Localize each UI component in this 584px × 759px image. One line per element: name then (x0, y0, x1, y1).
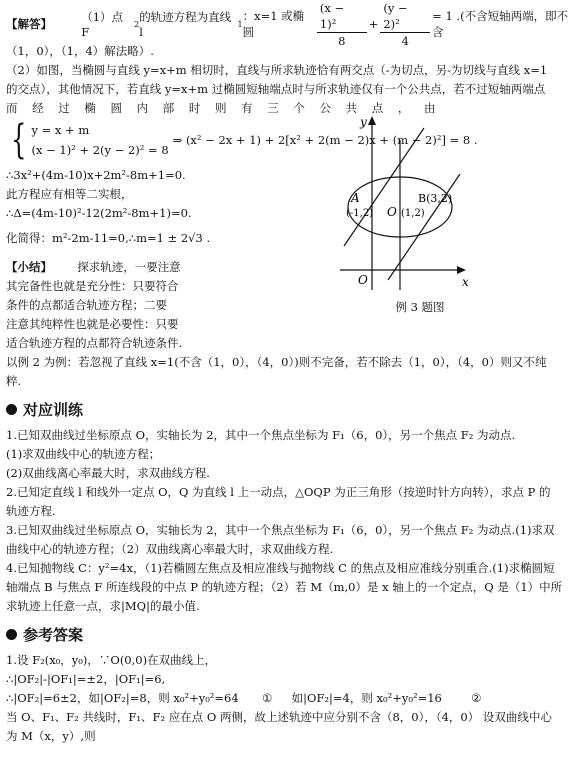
system-line-2: (x − 1)² + 2(y − 2)² = 8 (31, 143, 169, 157)
y-axis-label: y (360, 115, 367, 129)
origin-label: O (358, 273, 368, 287)
training-q2a: 2.已知定直线 l 和线外一定点 O，Q 为直线 l 上一动点，△OQP 为正三角形（按逆时针方向转），求点 P 的 (6, 485, 551, 499)
summary-text-4: 注意其纯粹性也就是必要性：只要 (6, 317, 179, 331)
ellipse-figure (310, 112, 530, 294)
answer-line-5: 为 M（x，y）,则 (6, 729, 96, 743)
x-axis-label: x (462, 275, 469, 289)
training-q1: 1.已知双曲线过坐标原点 O，实轴长为 2，其中一个焦点坐标为 F₁（6，0），另一个焦点 F₂ 为动点. (6, 428, 516, 442)
solution-line-3: （2）如图，当椭圆与直线 y=x+m 相切时，直线与所求轨迹恰有两交点（-为切点，另-为切线与直线 x=1 (6, 63, 548, 77)
training-q2b: 轨迹方程. (6, 504, 56, 518)
marker-2: ② (471, 691, 482, 705)
summary-text-3: 条件的点都适合轨迹方程；二要 (6, 298, 167, 312)
bullet-dot-icon (6, 629, 17, 640)
solution-text-a: （1）点 F (81, 10, 124, 39)
x-axis-arrow (457, 266, 466, 274)
center-coordinates: (1,2) (401, 208, 425, 219)
solution-line-1: 【解答】 （1）点 F 2 的轨迹方程为直线 l 1 ：x=1 或椭圆 $\frac{\text{(x − 1)²}}{8}$ + $\frac{\text{(y − 2)²}}{4}$ = 1 .(不含短轴两端，即不含 (6, 6, 578, 42)
solution-line-4: 的交点），其他情况下，若直线 y=x+m 过椭圆短轴端点时与所求轨迹仅有一个公共点，若不过短轴两端点 (6, 82, 546, 96)
point-a-coordinates: (-1,2) (346, 208, 374, 219)
point-a-label: A (351, 191, 360, 205)
bullet-dot-icon (6, 404, 17, 415)
equation-4: 化简得：m²-2m-11=0,∴m=1 ± 2√3 . (6, 231, 211, 245)
system-line-1: y = x + m (31, 123, 90, 137)
equation-3: ∴Δ=(4m-10)²-12(2m²-8m+1)=0. (6, 206, 192, 220)
plus-sign: + (368, 17, 379, 31)
left-brace: { (11, 117, 27, 163)
tangent-line-lower (388, 174, 460, 280)
training-q1b: (2)双曲线离心率最大时，求双曲线方程. (6, 466, 210, 480)
training-q4a: 4.已知抛物线 C：y²=4x，（1)若椭圆左焦点及相应准线与抛物线 C 的焦点及相应准线分别重合.(1)求椭圆短 (6, 561, 555, 575)
training-q3a: 3.已知双曲线过坐标原点 O，实轴长为 2，其中一个焦点坐标为 F₁（6，0），另一个焦点 F₂ 为动点.(1)求双 (6, 523, 555, 537)
equation-1: ∴3x²+(4m-10)x+2m²-8m+1=0. (6, 168, 186, 182)
solution-text-d: = 1 .(不含短轴两端，即不含 (432, 9, 569, 39)
solution-line-2: （1，0），（1，4）解法略）. (6, 44, 154, 58)
equation-2: 此方程应有相等二实根， (6, 187, 133, 201)
solution-line-5: 而 经 过 椭 圆 内 部 时 则 有 三 个 公 共 点 ， 由 (6, 101, 436, 115)
training-heading: 对应训练 (6, 399, 578, 420)
training-q4c: 求轨迹上任意一点，求|MQ|的最小值. (6, 599, 200, 613)
answer-line-2: ∴|OF₂|-|OF₁|=±2，|OF₁|=6, (6, 672, 166, 686)
answer-line-4: 当 O、F₁、F₂ 共线时，F₁、F₂ 应在点 O 两侧，故上述轨迹中应分别不含（8，0），（4，0） 设双曲线中心 (6, 710, 552, 724)
answer-line-1: 1.设 F₂(x₀，y₀)，∵O(0,0)在双曲线上， (6, 653, 217, 667)
y-axis-arrow (368, 116, 376, 125)
summary-text-1: 探求轨迹，一要注意 (77, 260, 181, 274)
answers-heading: 参考答案 (6, 624, 578, 645)
solution-text-b: 的轨迹方程为直线 l (139, 10, 232, 39)
training-q3b: 曲线中心的轨迹方程；（2）双曲线离心率最大时，求双曲线方程. (6, 542, 334, 556)
fraction-1: $\frac{\text{(x − 1)²}}{8}$ (317, 0, 367, 49)
solution-text-c: ：x=1 或椭圆 (242, 9, 305, 39)
summary-text-2: 其完备性也就是充分性：只要符合 (6, 279, 179, 293)
summary-label: 【小结】 (6, 260, 52, 274)
summary-text-6: 以例 2 为例：若忽视了直线 x=1(不含（1，0），（4，0）)则不完备，若不除去（1，0），（4，0）则又不纯 (6, 355, 547, 369)
solution-label: 【解答】 (6, 17, 52, 31)
center-label: O (387, 205, 397, 219)
figure (310, 112, 530, 353)
system-result: ⇒ (x² − 2x + 1) + 2[x² + 2(m − 2)x + (m − 2)²] = 8 . (172, 133, 478, 147)
summary-text-7: 粹. (6, 374, 22, 388)
answer-line-3: ∴|OF₂|=6±2，如|OF₂|=8，则 x₀²+y₀²=64 ① 如|OF₂|=4，则 x₀²+y₀²=16 ② (6, 691, 482, 705)
training-q4b: 轴端点 B 与焦点 F 所连线段的中点 P 的轨迹方程；（2）若 M（m,0）是 x 轴上的一个定点，Q 是（1）中所 (6, 580, 563, 594)
marker-1: ① (262, 691, 273, 705)
fraction-2: $\frac{\text{(y − 2)²}}{4}$ (380, 0, 430, 49)
point-b-label: B(3,2) (418, 192, 453, 205)
summary-text-5: 适合轨迹方程的点都符合轨迹条件. (6, 336, 183, 350)
training-q1a: (1)求双曲线中心的轨迹方程； (6, 447, 161, 461)
tangent-line-upper (344, 128, 424, 246)
figure-caption: 例 3 题图 (395, 300, 445, 314)
